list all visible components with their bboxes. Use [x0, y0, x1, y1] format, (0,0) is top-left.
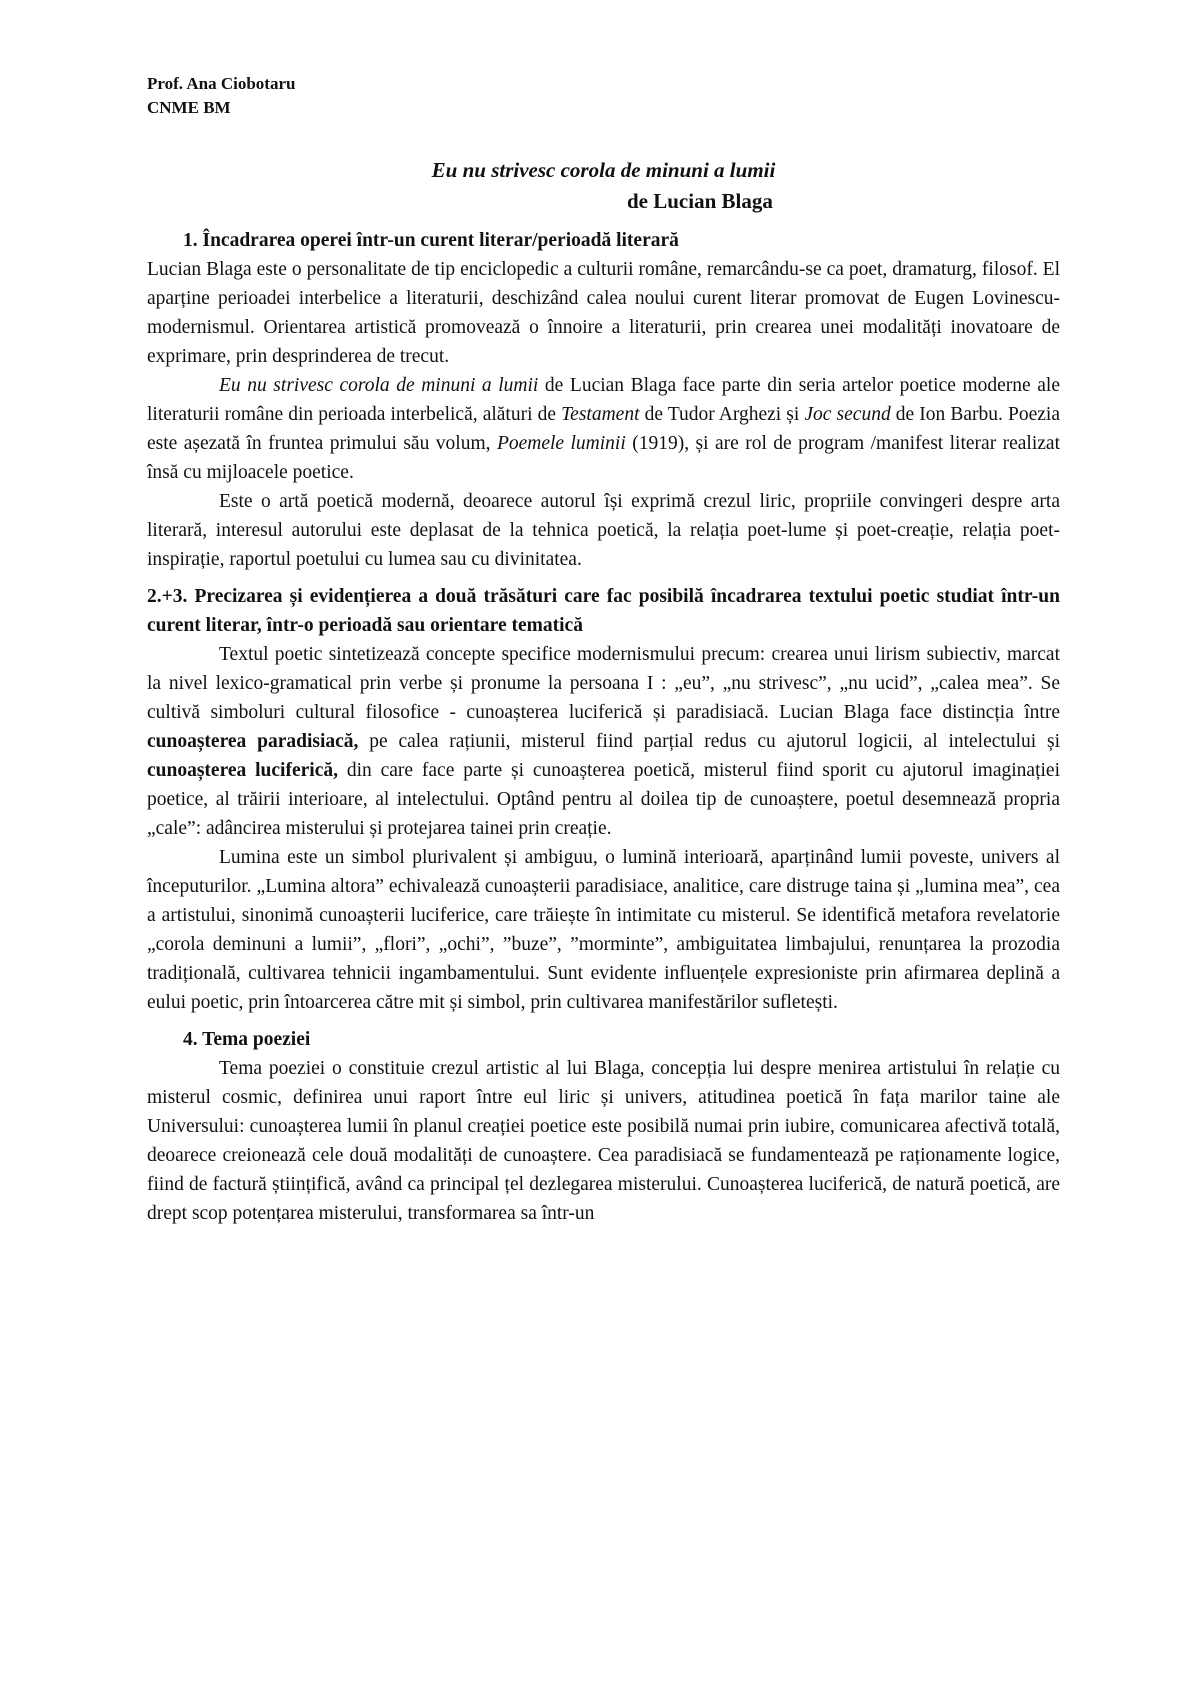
text-span: pe calea rațiunii, misterul fiind parțial redus cu ajutorul logicii, al intelectului și — [358, 731, 1060, 752]
author-name: Prof. Ana Ciobotaru — [147, 74, 296, 93]
poem-byline: de Lucian Blaga — [627, 189, 773, 213]
section-1-paragraph-2 — [147, 371, 1060, 487]
text-span: Textul poetic sintetizează concepte specifice modernismului precum: crearea unui lirism subiectiv, marcat la nivel lexico-gramatical prin verbe și pronume la persoana I : „eu”, „nu strivesc”, „nu ucid”, „calea mea”. Se cultivă simboluri cultural filosofice - cunoașterea luciferică și paradisiacă. Lucian Blaga face distincția între — [147, 644, 1060, 723]
emphasis-paradisiac: cunoașterea paradisiacă, — [147, 731, 359, 752]
text-span: de Lucian Blaga face parte din seria artelor poetice moderne ale literaturii române din perioada interbelică, alături de — [147, 375, 1060, 425]
section-1-paragraph-3: Este o artă poetică modernă, deoarece autorul își exprimă crezul liric, propriile convingeri despre arta literară, interesul autorului este deplasat de la tehnica poetică, la relația poet-lume și poet-creație, relația poet-inspirație, raportul poetului cu lumea sau cu divinitatea. — [147, 491, 1060, 570]
section-2-3-paragraph-2: Lumina este un simbol plurivalent și ambiguu, o lumină interioară, aparținând lumii poveste, univers al începuturilor. „Lumina altora” echivalează cunoașterii paradisiace, analitice, care distruge taina și „lumina mea”, cea a artistului, sinonimă cunoașterii luciferice, care trăiește în intimitate cu misterul. Se identifică metafora revelatorie „corola deminuni a lumii”, „flori”, „ochi”, ”buze”, ”morminte”, ambiguitatea limbajului, renunțarea la prozodia tradițională, cultivarea tehnicii ingambamentului. Sunt evidente influențele expresioniste prin afirmarea deplină a eului poetic, prin întoarcerea către mit și simbol, prin cultivarea manifestărilor sufletești. — [147, 847, 1060, 1013]
section-2-3-paragraph-1 — [147, 640, 1060, 843]
poem-title-ref: Eu nu strivesc corola de minuni a lumii — [219, 375, 539, 396]
section-1-paragraph-1: Lucian Blaga este o personalitate de tip enciclopedic a culturii române, remarcându-se ca poet, dramaturg, filosof. El aparține perioadei interbelice a literaturii, deschizând calea noului curent literar promovat de Eugen Lovinescu- modernismul. Orientarea artistică promovează o înnoire a literaturii, prin crearea unei modalități inovatoare de exprimare, prin desprinderea de trecut. — [147, 259, 1060, 367]
section-1-heading: 1. Încadrarea operei într-un curent literar/perioadă literară — [183, 230, 679, 251]
text-span: de Ion Barbu. Poezia este așezată în fruntea primului său volum, — [147, 404, 1060, 454]
section-4-paragraph-1: Tema poeziei o constituie crezul artistic al lui Blaga, concepția lui despre menirea artistului în relație cu misterul cosmic, definirea unui raport între eul liric și univers, atitudinea poetică în fața marilor taine ale Universului: cunoașterea lumii în planul creației poetice este posibilă numai prin iubire, comunicarea afectivă totală, deoarece creionează cele două modalități de cunoaștere. Cea paradisiacă se fundamentează pe raționamente logice, fiind de factură științifică, având ca principal țel dezlegarea misterului. Cunoașterea luciferică, de natură poetică, are drept scop potențarea misterului, transformarea sa într-un — [147, 1058, 1060, 1224]
section-4-heading: 4. Tema poeziei — [183, 1029, 311, 1050]
section-2-3-heading: 2.+3. Precizarea și evidențierea a două trăsături care fac posibilă încadrarea textului poetic studiat într-un curent literar, într-o perioadă sau orientare tematică — [147, 586, 1060, 636]
volume-title-ref: Poemele luminii — [496, 433, 626, 454]
text-span: din care face parte și cunoașterea poetică, misterul fiind sporit cu ajutorul imaginației poetice, al trăirii interioare, al intelectului. Optând pentru al doilea tip de cunoaștere, poetul desemnează propria „cale”: adâncirea misterului și protejarea tainei prin creație. — [147, 760, 1060, 839]
text-span: (1919), și are rol de program /manifest literar realizat însă cu mijloacele poetice. — [147, 433, 1060, 483]
testament-title-ref: Testament — [561, 404, 640, 425]
text-span: de Tudor Arghezi și — [639, 404, 805, 425]
joc-secund-title-ref: Joc secund — [804, 404, 891, 425]
poem-title: Eu nu strivesc corola de minuni a lumii — [431, 158, 776, 182]
emphasis-luciferic: cunoașterea luciferică, — [147, 760, 338, 781]
school-name: CNME BM — [147, 98, 231, 117]
